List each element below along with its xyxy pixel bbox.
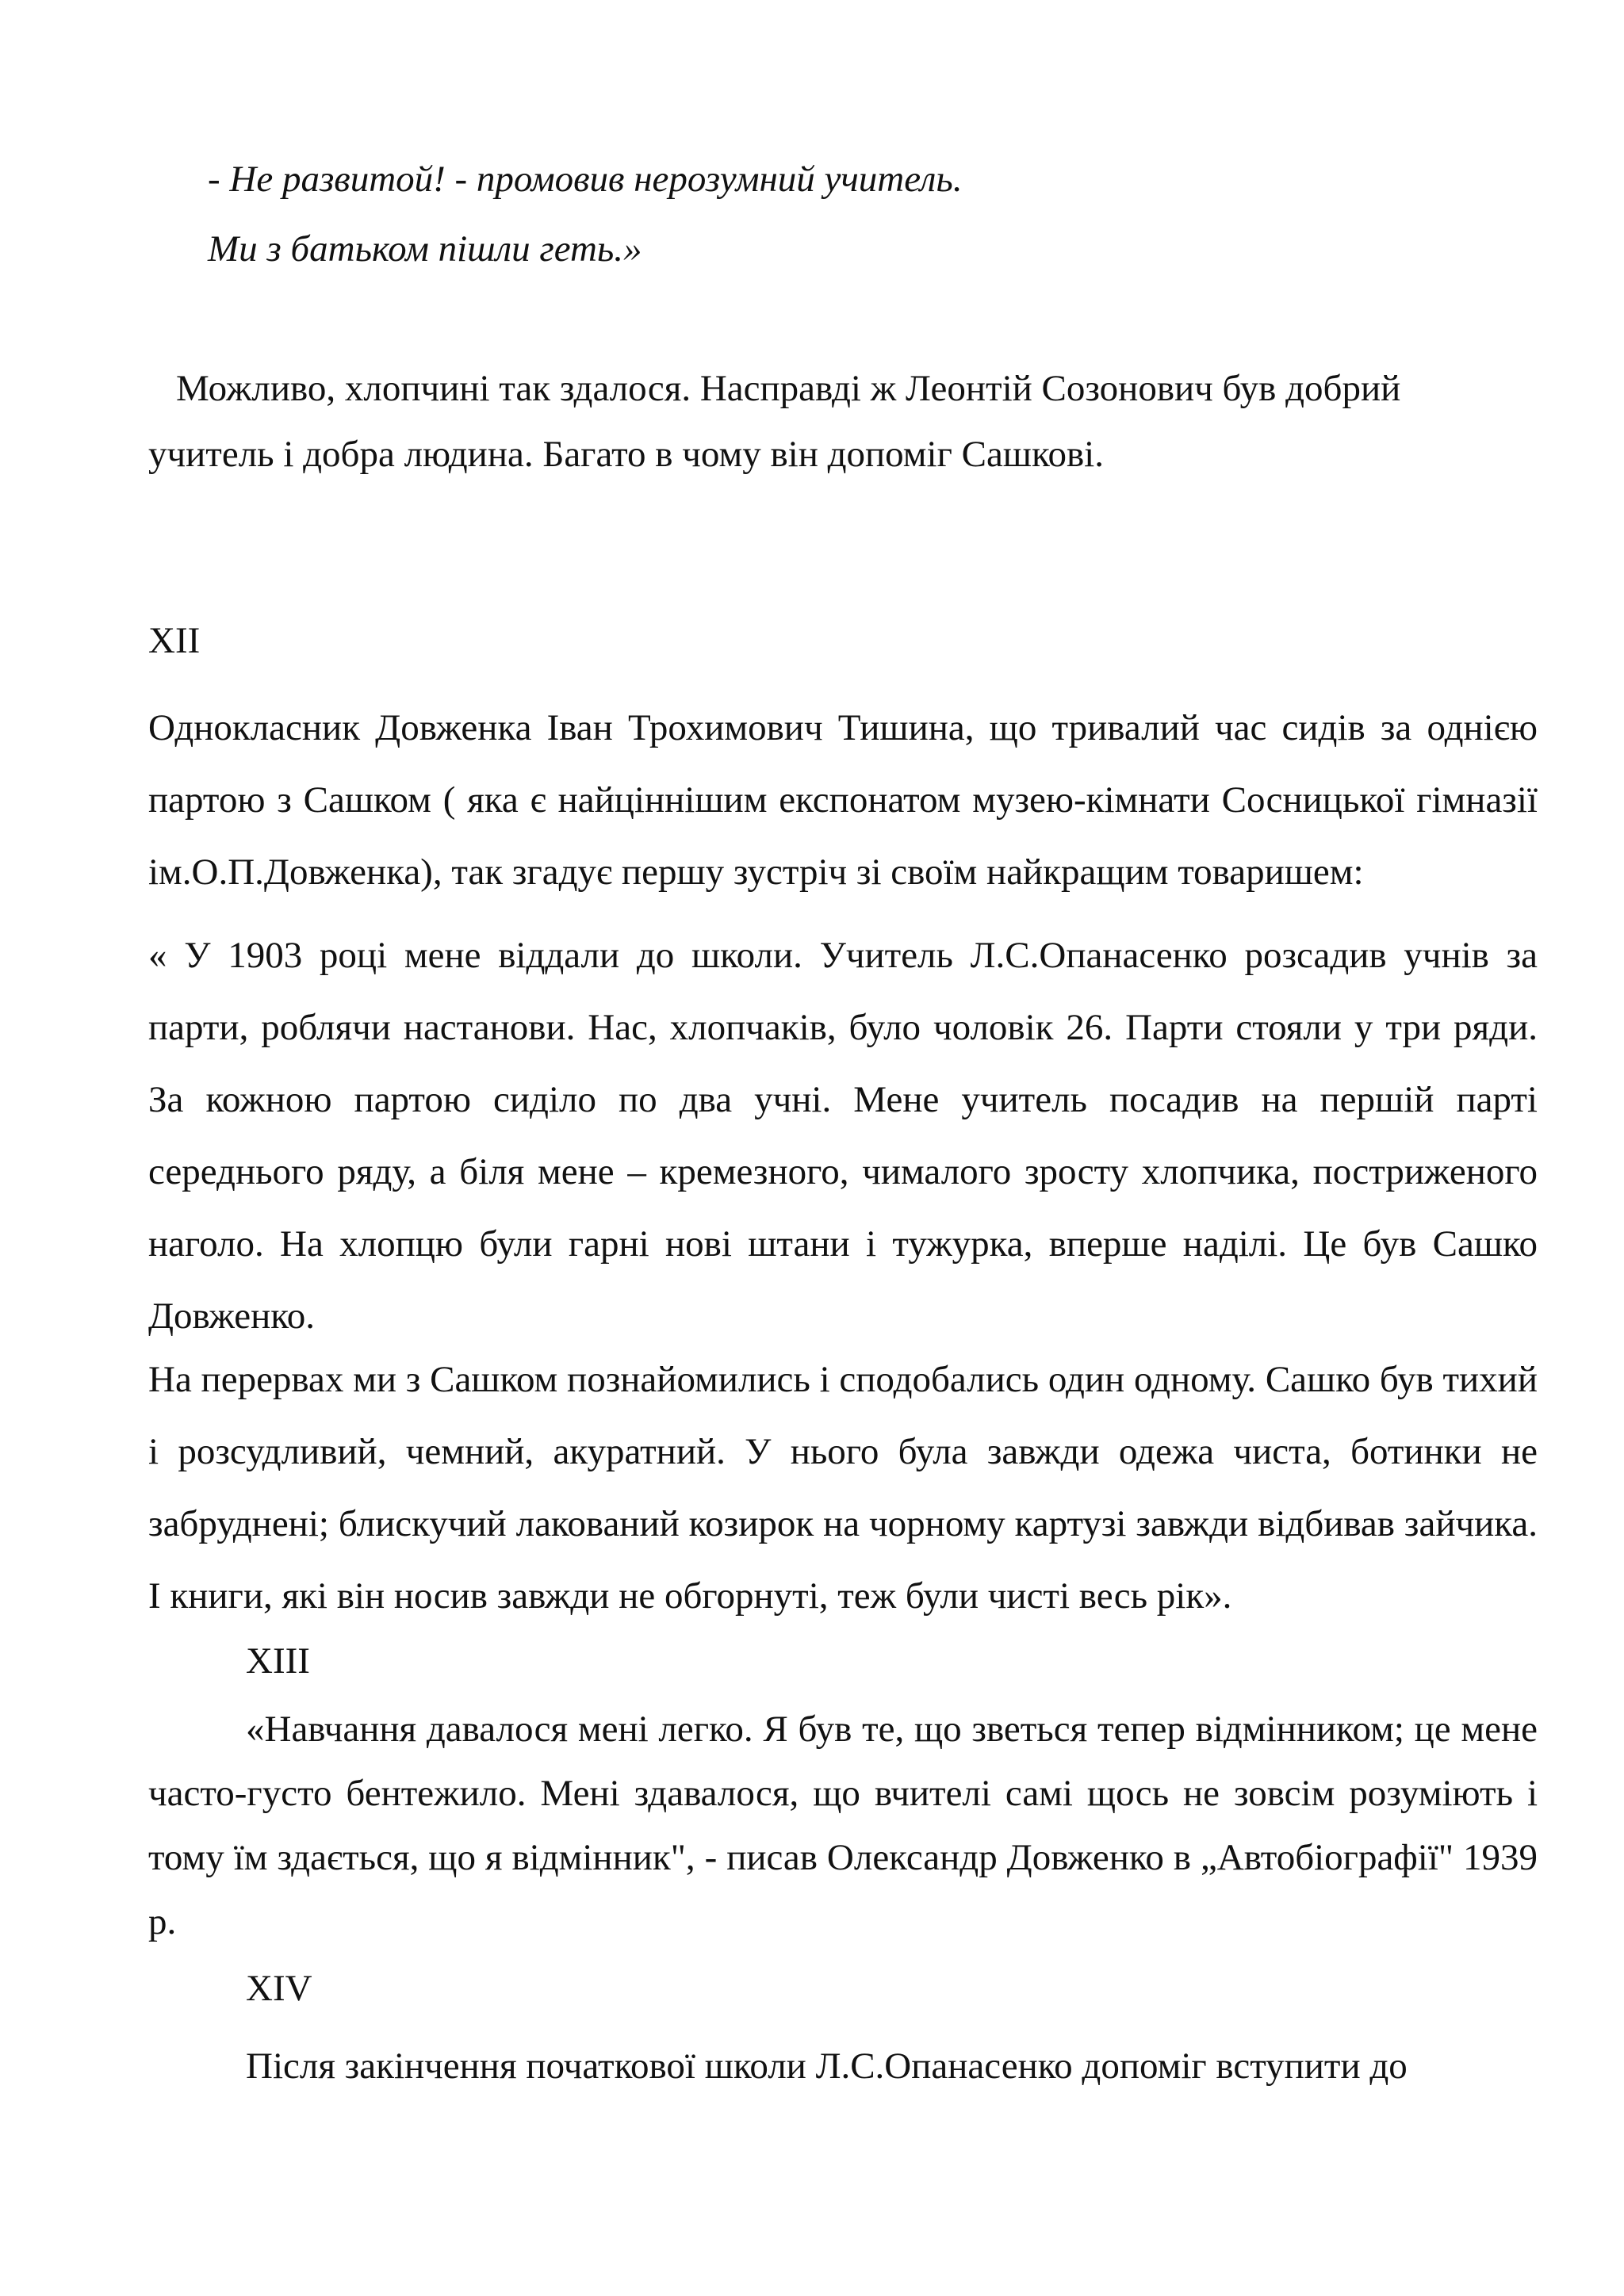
paragraph-line-2: учитель і добра людина. Багато в чому він допоміг Сашкові.	[148, 434, 1104, 475]
quote-line-2: Ми з батьком пішли геть.»	[208, 228, 642, 270]
section-heading-xii: XII	[148, 620, 201, 661]
memoir-quote-paragraph-1: « У 1903 році мене віддали до школи. Учитель Л.С.Опанасенко розсадив учнів за парти, роблячи настанови. Нас, хлопчаків, було чоловік 26. Парти стояли у три ряди. За кожною партою сиділо по два учні. Мене учитель посадив на першій парті середнього ряду, а біля мене – кремезного, чималого зросту хлопчика, постриженого наголо. На хлопцю були гарні нові штани і тужурка, вперше наділі. Це був Сашко Довженко.	[148, 935, 1538, 1337]
section-heading-xiv: XIV	[246, 1968, 312, 2009]
memoir-quote-paragraph-2: На перервах ми з Сашком познайомились і сподобались один одному. Сашко був тихий і розсудливий, чемний, акуратний. У нього була завжди одежа чиста, ботинки не забруднені; блискучий лакований козирок на чорному картузі завжди відбивав зайчика. І книги, які він носив завжди не обгорнуті, теж були чисті весь рік».	[148, 1359, 1538, 1617]
classmate-intro-paragraph: Однокласник Довженка Іван Трохимович Тишина, що тривалий час сидів за однією партою з Сашком ( яка є найціннішим експонатом музею-кімнати Сосницької гімназії ім.О.П.Довженка), так згадує першу зустріч зі своїм найкращим товаришем:	[148, 707, 1538, 893]
school-paragraph: Після закінчення початкової школи Л.С.Опанасенко допоміг вступити до	[246, 2045, 1408, 2087]
quote-line-1: - Не развитой! - промовив нерозумний учитель.	[208, 159, 963, 200]
paragraph-line-1: Можливо, хлопчині так здалося. Насправді ж Леонтій Созонович був добрий	[176, 368, 1401, 409]
section-heading-xiii: XIII	[246, 1640, 310, 1682]
autobiography-quote-paragraph: «Навчання давалося мені легко. Я був те, що зветься тепер відмінником; це мене часто-густо бентежило. Мені здавалося, що вчителі самі щось не зовсім розуміють і тому їм здається, що я відмінник", - писав Олександр Довженко в „Автобіографії" 1939 р.	[148, 1709, 1538, 1942]
